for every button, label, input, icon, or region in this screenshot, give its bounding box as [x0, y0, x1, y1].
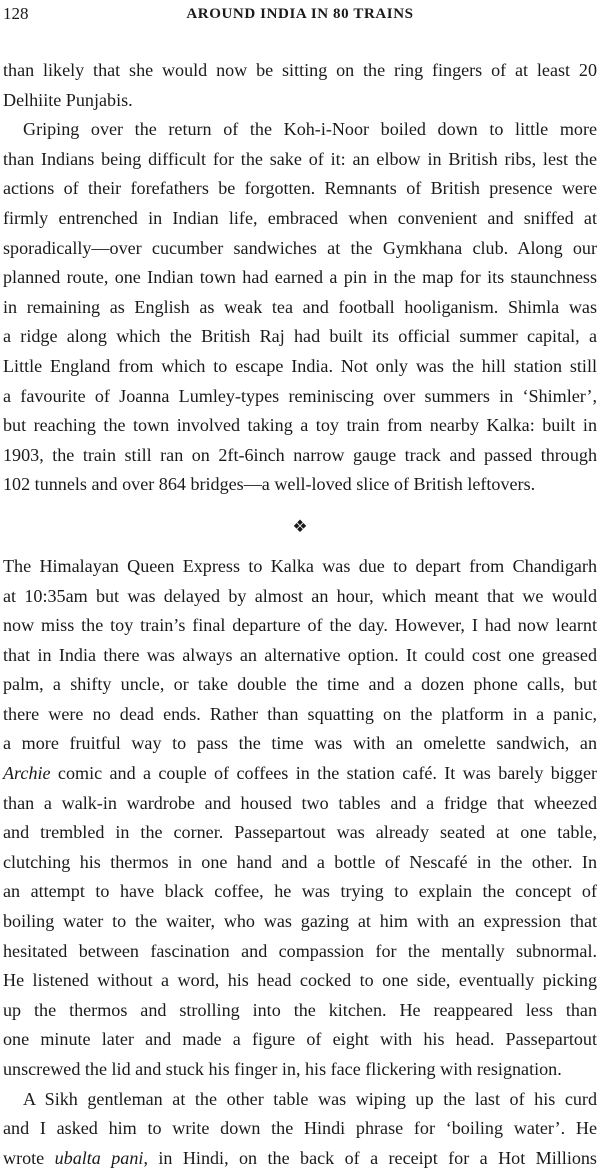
- text-line: a favourite of Joanna Lumley-types reminiscing over summers in ‘Shimler’,: [3, 385, 597, 406]
- text-line: one minute later and made a figure of eight with his head. Passepartout: [3, 1029, 597, 1050]
- text-line: Archie comic and a couple of coffees in the station café. It was barely bigger: [3, 763, 597, 784]
- text-line: a ridge along which the British Raj had built its official summer capital, a: [3, 326, 597, 347]
- text-line: boiling water to the waiter, who was gazing at him with an expression that: [3, 911, 597, 932]
- text-line: there were no dead ends. Rather than squatting on the platform in a panic,: [3, 703, 597, 724]
- section-break-ornament: ❖: [292, 516, 308, 536]
- text-line: than a walk-in wardrobe and housed two tables and a fridge that wheezed: [3, 792, 597, 813]
- text-line: but reaching the town involved taking a toy train from nearby Kalka: built in: [3, 415, 597, 436]
- text-line: Delhiite Punjabis.: [3, 89, 133, 110]
- text-line: actions of their forefathers be forgotten. Remnants of British presence were: [3, 178, 597, 199]
- text-line: hesitated between fascination and compassion for the mentally subnormal.: [3, 940, 597, 961]
- text-line: than likely that she would now be sitting on the ring fingers of at least 20: [3, 60, 597, 80]
- paragraph: [3, 552, 597, 1085]
- text-line: in remaining as English as weak tea and football hooliganism. Shimla was: [3, 296, 597, 317]
- text-line: at 10:35am but was delayed by almost an hour, which meant that we would: [3, 585, 597, 606]
- text-line: 1903, the train still ran on 2ft-6inch narrow gauge track and passed through: [3, 444, 597, 465]
- running-head: [3, 2, 597, 26]
- text-line: than Indians being difficult for the sake of it: an elbow in British ribs, lest the: [3, 148, 597, 169]
- running-title: AROUND INDIA IN 80 TRAINS: [186, 6, 414, 22]
- text-line: 102 tunnels and over 864 bridges—a well-loved slice of British leftovers.: [3, 474, 536, 495]
- text-line: unscrewed the lid and stuck his finger in, his face flickering with resignation.: [3, 1059, 562, 1079]
- text-line: wrote ubalta pani, in Hindi, on the back of a receipt for a Hot Millions: [3, 1147, 597, 1168]
- text-line: and trembled in the corner. Passepartout was already seated at one table,: [3, 822, 597, 843]
- text-line: clutching his thermos in one hand and a bottle of Nescafé in the other. In: [3, 851, 597, 872]
- text-line: that in India there was always an alternative option. It could cost one greased: [3, 644, 597, 665]
- text-line: Griping over the return of the Koh-i-Noor boiled down to little more: [23, 119, 597, 140]
- text-line: The Himalayan Queen Express to Kalka was due to depart from Chandigarh: [3, 555, 597, 576]
- text-line: sporadically—over cucumber sandwiches at the Gymkhana club. Along our: [3, 237, 597, 258]
- text-line: firmly entrenched in Indian life, embraced when convenient and sniffed at: [3, 207, 597, 228]
- text-line: palm, a shifty uncle, or take double the time and a dozen phone calls, but: [3, 674, 597, 695]
- text-line: A Sikh gentleman at the other table was wiping up the last of his curd: [23, 1088, 597, 1109]
- text-line: planned route, one Indian town had earned a pin in the map for its staunchness: [3, 267, 597, 288]
- page-number: 128: [3, 4, 29, 23]
- text-line: He listened without a word, his head cocked to one side, eventually picking: [3, 970, 597, 991]
- text-line: and I asked him to write down the Hindi phrase for ‘boiling water’. He: [3, 1118, 597, 1139]
- paragraph: [3, 1085, 597, 1173]
- body-text: [3, 56, 597, 1173]
- text-line: an attempt to have black coffee, he was trying to explain the concept of: [3, 881, 597, 902]
- text-line: now miss the toy train’s final departure of the day. However, I had now learnt: [3, 615, 597, 636]
- text-line: up the thermos and strolling into the kitchen. He reappeared less than: [3, 999, 597, 1020]
- text-line: a more fruitful way to pass the time was with an omelette sandwich, an: [3, 733, 597, 754]
- text-line: Little England from which to escape India. Not only was the hill station still: [3, 355, 597, 376]
- paragraph: [3, 56, 597, 115]
- paragraph: [3, 115, 597, 500]
